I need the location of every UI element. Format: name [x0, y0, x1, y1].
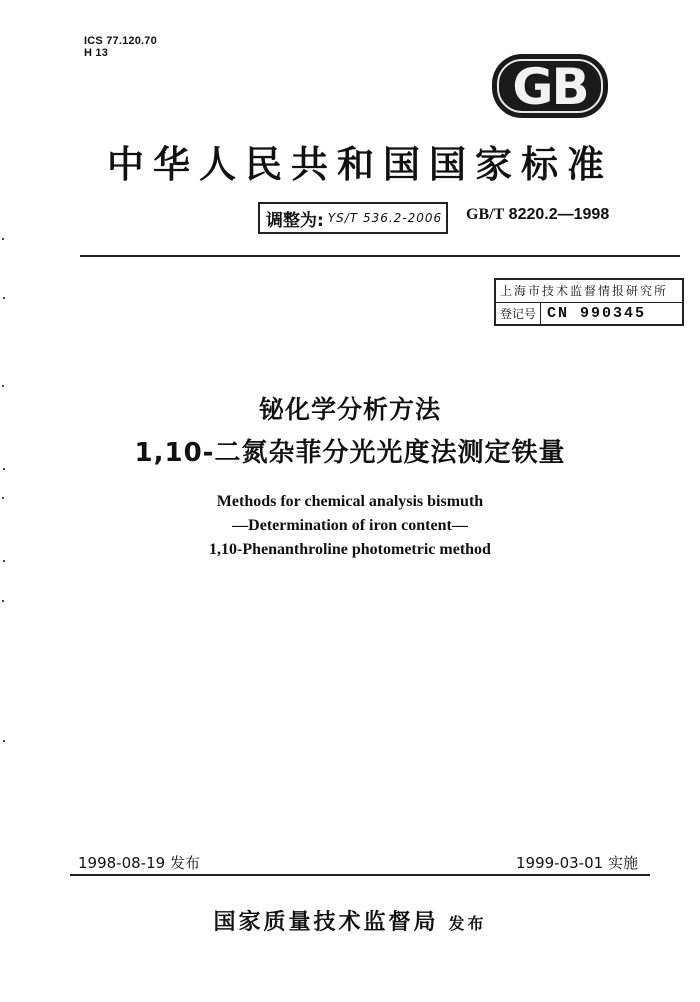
publisher-name: 国家质量技术监督局 — [213, 909, 439, 935]
standard-code: 8220.2—1998 — [504, 206, 610, 223]
scan-speck — [3, 560, 5, 562]
english-title-line3: 1,10-Phenanthroline photometric method — [209, 541, 491, 558]
scan-speck — [2, 497, 4, 499]
ics-code: ICS 77.120.70 — [84, 35, 157, 47]
issue-date: 1998-08-19 发布 — [78, 854, 200, 872]
top-divider — [80, 255, 680, 257]
chinese-title-line2: 1,10-二氮杂菲分光光度法测定铁量 — [134, 438, 566, 468]
scan-speck — [3, 740, 5, 742]
registration-label: 登记号 — [496, 303, 541, 325]
scan-speck — [2, 238, 4, 240]
english-title-line1: Methods for chemical analysis bismuth — [216, 493, 484, 510]
standard-number — [466, 206, 609, 224]
scan-speck — [3, 468, 5, 470]
gb-logo — [490, 50, 610, 122]
registration-stamp — [494, 278, 684, 326]
bottom-divider — [70, 874, 650, 876]
publisher — [0, 905, 700, 936]
h-code: H 13 — [84, 47, 109, 59]
standard-prefix: GB/T — [466, 206, 505, 223]
scan-speck — [2, 385, 4, 387]
publisher-suffix: 发布 — [448, 914, 487, 933]
scan-speck — [2, 600, 4, 602]
main-title: 中华人民共和国国家标准 — [107, 142, 613, 186]
scan-speck — [3, 297, 5, 299]
registration-row — [496, 303, 682, 325]
english-title-line2: —Determination of iron content— — [232, 517, 468, 534]
registration-org: 上海市技术监督情报研究所 — [496, 280, 682, 303]
adjustment-value: YS/T 536.2-2006 — [327, 211, 443, 225]
adjustment-label: 调整为: — [266, 210, 324, 231]
chinese-title-line1: 铋化学分析方法 — [258, 395, 441, 424]
implementation-date: 1999-03-01 实施 — [516, 854, 638, 872]
registration-number: CN 990345 — [547, 305, 647, 322]
adjustment-stamp — [258, 202, 448, 234]
gb-logo-text: GB — [512, 58, 588, 116]
